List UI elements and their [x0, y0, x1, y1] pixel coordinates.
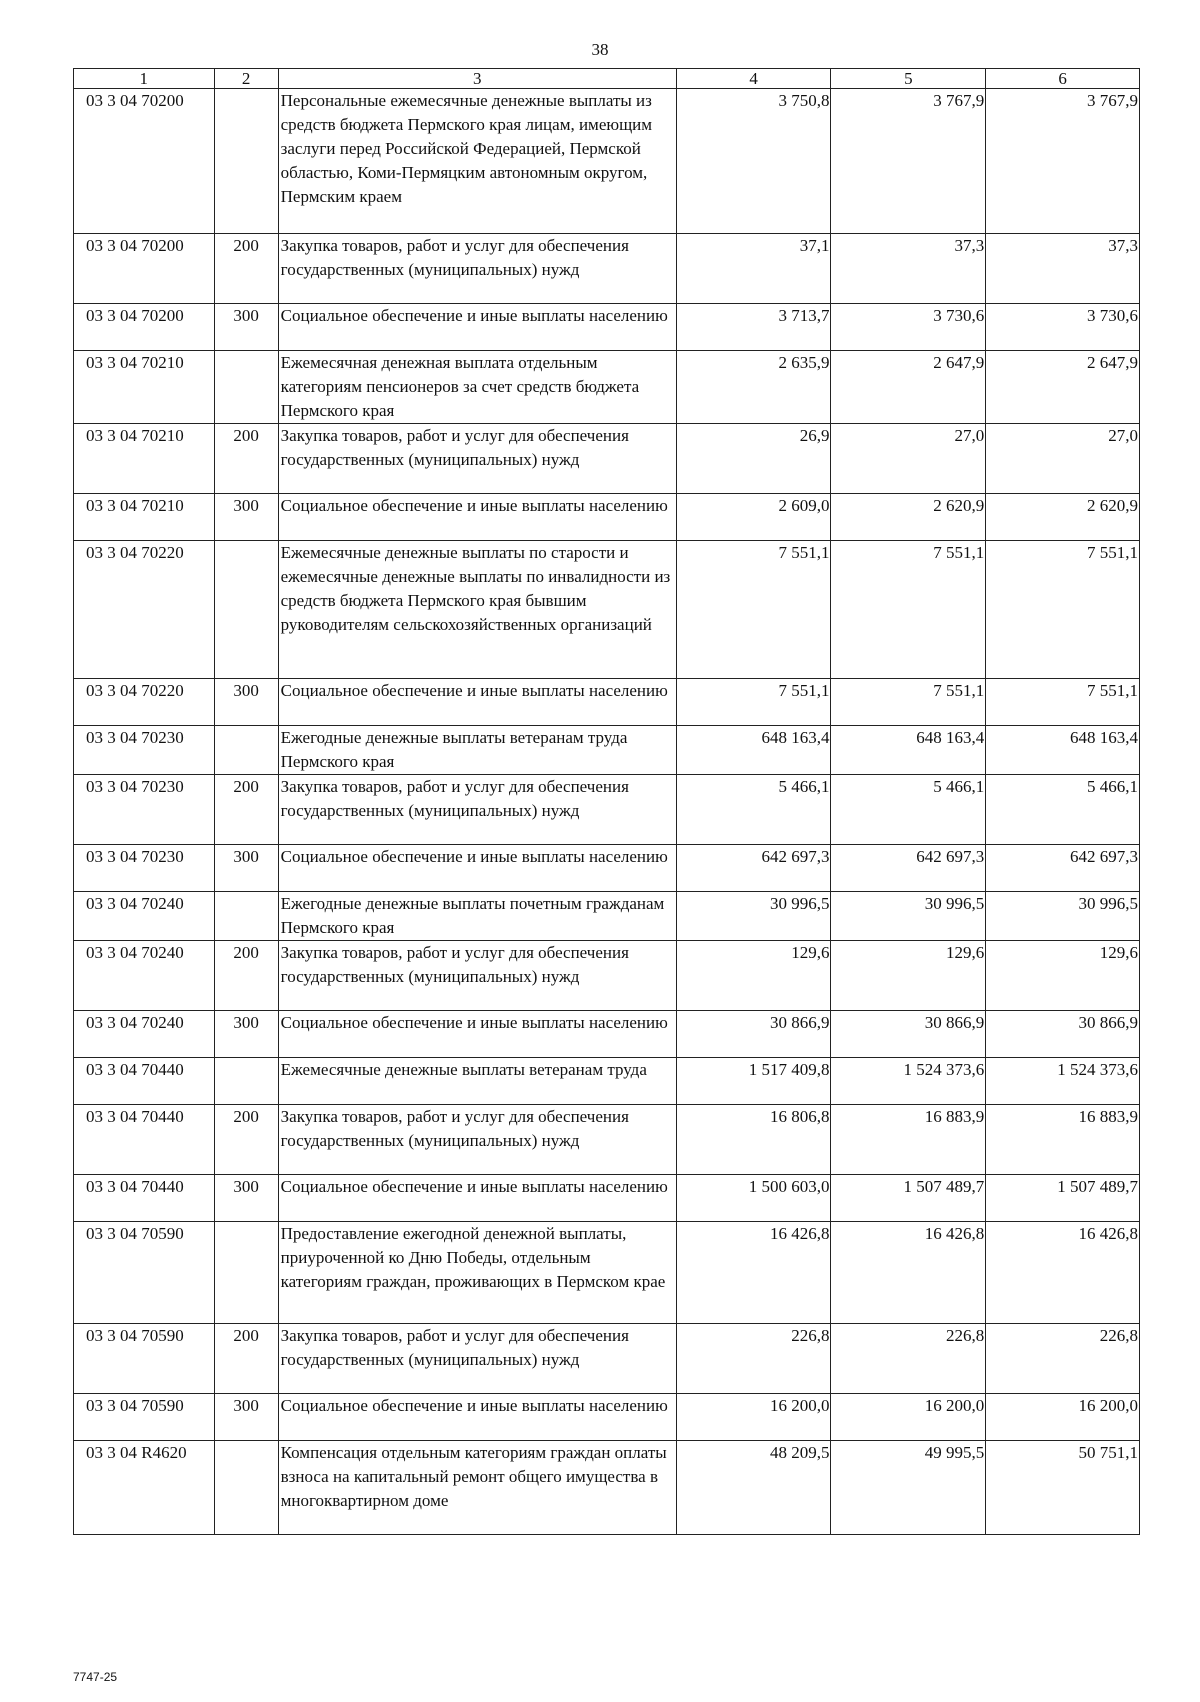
expense-type-cell: 200	[214, 234, 278, 304]
budget-table	[73, 68, 1140, 1535]
table-row	[74, 304, 1140, 351]
amount-col-6-cell: 642 697,3	[986, 845, 1140, 892]
budget-code-cell: 03 3 04 70440	[74, 1105, 215, 1175]
expense-type-cell: 300	[214, 679, 278, 726]
budget-code-cell: 03 3 04 70210	[74, 494, 215, 541]
amount-col-6-cell: 50 751,1	[986, 1441, 1140, 1535]
amount-col-4-cell: 26,9	[676, 424, 831, 494]
amount-col-4-cell: 48 209,5	[676, 1441, 831, 1535]
budget-code-cell: 03 3 04 70210	[74, 424, 215, 494]
budget-code-cell: 03 3 04 70590	[74, 1222, 215, 1324]
table-row	[74, 541, 1140, 679]
amount-col-4-cell: 30 996,5	[676, 892, 831, 941]
amount-col-6-cell: 30 866,9	[986, 1011, 1140, 1058]
item-name-cell: Социальное обеспечение и иные выплаты населению	[278, 679, 676, 726]
table-row	[74, 941, 1140, 1011]
amount-col-6-cell: 16 426,8	[986, 1222, 1140, 1324]
header-col-2: 2	[214, 69, 278, 89]
amount-col-5-cell: 648 163,4	[831, 726, 986, 775]
budget-code-cell: 03 3 04 70240	[74, 892, 215, 941]
amount-col-6-cell: 16 883,9	[986, 1105, 1140, 1175]
table-row	[74, 845, 1140, 892]
budget-code-cell: 03 3 04 70230	[74, 775, 215, 845]
amount-col-4-cell: 7 551,1	[676, 541, 831, 679]
amount-col-6-cell: 2 620,9	[986, 494, 1140, 541]
item-name-cell: Предоставление ежегодной денежной выплаты, приуроченной ко Дню Победы, отдельным категориям граждан, проживающих в Пермском крае	[278, 1222, 676, 1324]
table-row	[74, 1394, 1140, 1441]
expense-type-cell: 200	[214, 424, 278, 494]
item-name-cell: Социальное обеспечение и иные выплаты населению	[278, 304, 676, 351]
amount-col-5-cell: 129,6	[831, 941, 986, 1011]
item-name-cell: Ежемесячная денежная выплата отдельным категориям пенсионеров за счет средств бюджета Пермского края	[278, 351, 676, 424]
table-row	[74, 1222, 1140, 1324]
item-name-cell: Закупка товаров, работ и услуг для обеспечения государственных (муниципальных) нужд	[278, 1105, 676, 1175]
amount-col-5-cell: 3 767,9	[831, 89, 986, 234]
amount-col-4-cell: 1 500 603,0	[676, 1175, 831, 1222]
table-row	[74, 775, 1140, 845]
page-number: 38	[591, 40, 609, 59]
item-name-cell: Ежемесячные денежные выплаты ветеранам труда	[278, 1058, 676, 1105]
table-row	[74, 1105, 1140, 1175]
budget-code-cell: 03 3 04 70590	[74, 1394, 215, 1441]
budget-code-cell: 03 3 04 70440	[74, 1058, 215, 1105]
expense-type-cell: 300	[214, 1011, 278, 1058]
amount-col-4-cell: 1 517 409,8	[676, 1058, 831, 1105]
amount-col-4-cell: 16 200,0	[676, 1394, 831, 1441]
item-name-cell: Социальное обеспечение и иные выплаты населению	[278, 1394, 676, 1441]
amount-col-6-cell: 2 647,9	[986, 351, 1140, 424]
expense-type-cell: 300	[214, 494, 278, 541]
expense-type-cell	[214, 1441, 278, 1535]
budget-code-cell: 03 3 04 70220	[74, 679, 215, 726]
amount-col-5-cell: 226,8	[831, 1324, 986, 1394]
amount-col-6-cell: 1 524 373,6	[986, 1058, 1140, 1105]
table-row	[74, 1011, 1140, 1058]
item-name-cell: Закупка товаров, работ и услуг для обеспечения государственных (муниципальных) нужд	[278, 775, 676, 845]
amount-col-4-cell: 3 750,8	[676, 89, 831, 234]
budget-code-cell: 03 3 04 70240	[74, 941, 215, 1011]
expense-type-cell: 200	[214, 1324, 278, 1394]
header-col-6: 6	[986, 69, 1140, 89]
amount-col-6-cell: 7 551,1	[986, 541, 1140, 679]
amount-col-6-cell: 1 507 489,7	[986, 1175, 1140, 1222]
amount-col-4-cell: 7 551,1	[676, 679, 831, 726]
expense-type-cell: 300	[214, 1175, 278, 1222]
amount-col-6-cell: 30 996,5	[986, 892, 1140, 941]
amount-col-5-cell: 2 620,9	[831, 494, 986, 541]
amount-col-5-cell: 1 507 489,7	[831, 1175, 986, 1222]
budget-code-cell: 03 3 04 70240	[74, 1011, 215, 1058]
expense-type-cell	[214, 351, 278, 424]
amount-col-5-cell: 27,0	[831, 424, 986, 494]
amount-col-4-cell: 3 713,7	[676, 304, 831, 351]
amount-col-4-cell: 129,6	[676, 941, 831, 1011]
expense-type-cell: 200	[214, 941, 278, 1011]
amount-col-4-cell: 642 697,3	[676, 845, 831, 892]
budget-code-cell: 03 3 04 70210	[74, 351, 215, 424]
amount-col-4-cell: 5 466,1	[676, 775, 831, 845]
budget-code-cell: 03 3 04 70220	[74, 541, 215, 679]
table-row	[74, 494, 1140, 541]
amount-col-6-cell: 648 163,4	[986, 726, 1140, 775]
amount-col-4-cell: 16 806,8	[676, 1105, 831, 1175]
header-col-3: 3	[278, 69, 676, 89]
table-body	[74, 89, 1140, 1535]
budget-code-cell: 03 3 04 R4620	[74, 1441, 215, 1535]
expense-type-cell	[214, 541, 278, 679]
expense-type-cell: 200	[214, 1105, 278, 1175]
budget-code-cell: 03 3 04 70200	[74, 234, 215, 304]
amount-col-5-cell: 30 996,5	[831, 892, 986, 941]
item-name-cell: Социальное обеспечение и иные выплаты населению	[278, 845, 676, 892]
amount-col-6-cell: 3 730,6	[986, 304, 1140, 351]
amount-col-6-cell: 7 551,1	[986, 679, 1140, 726]
amount-col-5-cell: 49 995,5	[831, 1441, 986, 1535]
item-name-cell: Закупка товаров, работ и услуг для обеспечения государственных (муниципальных) нужд	[278, 941, 676, 1011]
amount-col-5-cell: 642 697,3	[831, 845, 986, 892]
amount-col-4-cell: 2 609,0	[676, 494, 831, 541]
table-row	[74, 1175, 1140, 1222]
amount-col-5-cell: 37,3	[831, 234, 986, 304]
budget-code-cell: 03 3 04 70230	[74, 845, 215, 892]
item-name-cell: Социальное обеспечение и иные выплаты населению	[278, 494, 676, 541]
item-name-cell: Социальное обеспечение и иные выплаты населению	[278, 1175, 676, 1222]
header-col-1: 1	[74, 69, 215, 89]
item-name-cell: Компенсация отдельным категориям граждан оплаты взноса на капитальный ремонт общего имущества в многоквартирном доме	[278, 1441, 676, 1535]
amount-col-4-cell: 226,8	[676, 1324, 831, 1394]
item-name-cell: Закупка товаров, работ и услуг для обеспечения государственных (муниципальных) нужд	[278, 424, 676, 494]
header-col-5: 5	[831, 69, 986, 89]
expense-type-cell	[214, 726, 278, 775]
budget-code-cell: 03 3 04 70440	[74, 1175, 215, 1222]
amount-col-5-cell: 7 551,1	[831, 541, 986, 679]
item-name-cell: Закупка товаров, работ и услуг для обеспечения государственных (муниципальных) нужд	[278, 1324, 676, 1394]
amount-col-4-cell: 16 426,8	[676, 1222, 831, 1324]
table-row	[74, 351, 1140, 424]
expense-type-cell	[214, 1222, 278, 1324]
table-row	[74, 1324, 1140, 1394]
expense-type-cell: 300	[214, 1394, 278, 1441]
amount-col-5-cell: 16 200,0	[831, 1394, 986, 1441]
amount-col-6-cell: 226,8	[986, 1324, 1140, 1394]
expense-type-cell	[214, 892, 278, 941]
expense-type-cell: 300	[214, 845, 278, 892]
amount-col-6-cell: 3 767,9	[986, 89, 1140, 234]
table-row	[74, 726, 1140, 775]
budget-code-cell: 03 3 04 70200	[74, 304, 215, 351]
amount-col-6-cell: 37,3	[986, 234, 1140, 304]
item-name-cell: Ежемесячные денежные выплаты по старости и ежемесячные денежные выплаты по инвалидности из средств бюджета Пермского края бывшим руководителям сельскохозяйственных организаций	[278, 541, 676, 679]
budget-code-cell: 03 3 04 70200	[74, 89, 215, 234]
amount-col-5-cell: 16 883,9	[831, 1105, 986, 1175]
item-name-cell: Персональные ежемесячные денежные выплаты из средств бюджета Пермского края лицам, имеющим заслуги перед Российской Федерацией, Пермской областью, Коми-Пермяцким автономным округом, Пермским краем	[278, 89, 676, 234]
item-name-cell: Социальное обеспечение и иные выплаты населению	[278, 1011, 676, 1058]
header-row	[74, 69, 1140, 89]
item-name-cell: Закупка товаров, работ и услуг для обеспечения государственных (муниципальных) нужд	[278, 234, 676, 304]
amount-col-4-cell: 2 635,9	[676, 351, 831, 424]
expense-type-cell	[214, 1058, 278, 1105]
item-name-cell: Ежегодные денежные выплаты ветеранам труда Пермского края	[278, 726, 676, 775]
expense-type-cell: 200	[214, 775, 278, 845]
table-row	[74, 424, 1140, 494]
amount-col-6-cell: 16 200,0	[986, 1394, 1140, 1441]
budget-code-cell: 03 3 04 70230	[74, 726, 215, 775]
amount-col-5-cell: 7 551,1	[831, 679, 986, 726]
expense-type-cell	[214, 89, 278, 234]
table-row	[74, 234, 1140, 304]
amount-col-5-cell: 1 524 373,6	[831, 1058, 986, 1105]
amount-col-6-cell: 27,0	[986, 424, 1140, 494]
table-row	[74, 679, 1140, 726]
amount-col-6-cell: 5 466,1	[986, 775, 1140, 845]
table-row	[74, 1441, 1140, 1535]
amount-col-4-cell: 30 866,9	[676, 1011, 831, 1058]
amount-col-4-cell: 37,1	[676, 234, 831, 304]
amount-col-4-cell: 648 163,4	[676, 726, 831, 775]
amount-col-5-cell: 30 866,9	[831, 1011, 986, 1058]
amount-col-5-cell: 2 647,9	[831, 351, 986, 424]
table-row	[74, 1058, 1140, 1105]
table-row	[74, 89, 1140, 234]
item-name-cell: Ежегодные денежные выплаты почетным гражданам Пермского края	[278, 892, 676, 941]
expense-type-cell: 300	[214, 304, 278, 351]
amount-col-5-cell: 5 466,1	[831, 775, 986, 845]
document-code: 7747-25	[73, 1670, 118, 1684]
amount-col-5-cell: 3 730,6	[831, 304, 986, 351]
budget-code-cell: 03 3 04 70590	[74, 1324, 215, 1394]
amount-col-5-cell: 16 426,8	[831, 1222, 986, 1324]
amount-col-6-cell: 129,6	[986, 941, 1140, 1011]
header-col-4: 4	[676, 69, 831, 89]
table-row	[74, 892, 1140, 941]
